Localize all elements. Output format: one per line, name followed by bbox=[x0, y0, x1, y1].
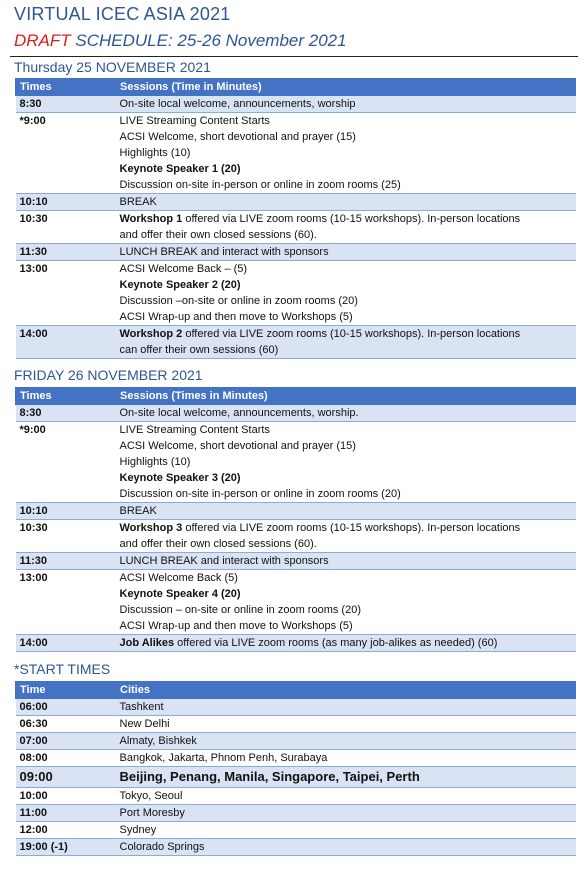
cities-list: New Delhi bbox=[116, 716, 576, 733]
session-time: *9:00 bbox=[16, 422, 116, 503]
sessions-column-header: Sessions (Times in Minutes) bbox=[116, 388, 576, 405]
session-line: and offer their own closed sessions (60). bbox=[119, 229, 317, 241]
table-row bbox=[16, 699, 576, 716]
draft-label: DRAFT bbox=[14, 31, 71, 50]
friday-schedule-table bbox=[15, 387, 576, 652]
keynote-line: Keynote Speaker 4 (20) bbox=[119, 588, 241, 600]
table-row bbox=[16, 422, 576, 503]
sessions-column-header: Sessions (Time in Minutes) bbox=[116, 79, 576, 96]
session-time: 11:30 bbox=[16, 553, 116, 570]
friday-heading: FRIDAY 26 NOVEMBER 2021 bbox=[14, 367, 203, 383]
session-time: 11:30 bbox=[16, 244, 116, 261]
table-row bbox=[16, 261, 576, 326]
table-row bbox=[16, 503, 576, 520]
table-header-row bbox=[16, 682, 576, 699]
start-time: 06:30 bbox=[16, 716, 116, 733]
session-line: can offer their own sessions (60) bbox=[119, 344, 279, 356]
cities-list: Almaty, Bishkek bbox=[116, 733, 576, 750]
cities-list: Port Moresby bbox=[116, 805, 576, 822]
workshop-text: offered via LIVE zoom rooms (as many job-alikes as needed) (60) bbox=[174, 637, 498, 649]
keynote-line: Keynote Speaker 1 (20) bbox=[119, 163, 241, 175]
session-time: 10:10 bbox=[16, 194, 116, 211]
session-details bbox=[116, 422, 576, 503]
table-row bbox=[16, 733, 576, 750]
start-times-body bbox=[16, 699, 576, 856]
start-time: 19:00 (-1) bbox=[16, 839, 116, 856]
table-row bbox=[16, 194, 576, 211]
session-details bbox=[116, 211, 576, 244]
session-line: LIVE Streaming Content Starts bbox=[119, 115, 270, 127]
cities-list: Colorado Springs bbox=[116, 839, 576, 856]
session-time: 8:30 bbox=[16, 405, 116, 422]
table-row bbox=[16, 635, 576, 652]
cities-list: Tashkent bbox=[116, 699, 576, 716]
workshop-text: offered via LIVE zoom rooms (10-15 workshops). In-person locations bbox=[182, 213, 521, 225]
start-time: 07:00 bbox=[16, 733, 116, 750]
times-column-header: Times bbox=[16, 79, 116, 96]
session-line bbox=[120, 211, 572, 227]
keynote-line: Keynote Speaker 2 (20) bbox=[119, 279, 241, 291]
workshop-name: Workshop 1 bbox=[119, 213, 183, 225]
session-line: On-site local welcome, announcements, worship bbox=[119, 98, 356, 110]
session-details bbox=[116, 113, 576, 194]
table-row bbox=[16, 96, 576, 113]
start-time: 09:00 bbox=[16, 767, 116, 788]
keynote-line: Keynote Speaker 3 (20) bbox=[119, 472, 241, 484]
table-row bbox=[16, 520, 576, 553]
session-details bbox=[116, 194, 576, 211]
session-line: Discussion –on-site or online in zoom rooms (20) bbox=[119, 295, 358, 307]
cities-list: Bangkok, Jakarta, Phnom Penh, Surabaya bbox=[116, 750, 576, 767]
session-line: ACSI Wrap-up and then move to Workshops (5) bbox=[119, 620, 353, 632]
table-row bbox=[16, 822, 576, 839]
session-details bbox=[116, 570, 576, 635]
session-line: Highlights (10) bbox=[119, 147, 191, 159]
thursday-heading: Thursday 25 NOVEMBER 2021 bbox=[14, 59, 211, 75]
table-row bbox=[16, 716, 576, 733]
session-time: 13:00 bbox=[16, 570, 116, 635]
workshop-name: Workshop 2 bbox=[119, 328, 183, 340]
cities-column-header: Cities bbox=[116, 682, 576, 699]
session-line bbox=[120, 635, 572, 651]
session-time: 10:10 bbox=[16, 503, 116, 520]
table-row bbox=[16, 405, 576, 422]
session-time: *9:00 bbox=[16, 113, 116, 194]
session-line: Discussion – on-site or online in zoom rooms (20) bbox=[119, 604, 361, 616]
session-line: Discussion on-site in-person or online in zoom rooms (20) bbox=[119, 488, 401, 500]
session-line: BREAK bbox=[119, 505, 157, 517]
table-row bbox=[16, 326, 576, 359]
table-row bbox=[16, 244, 576, 261]
table-row bbox=[16, 211, 576, 244]
start-time: 08:00 bbox=[16, 750, 116, 767]
table-row bbox=[16, 805, 576, 822]
times-column-header: Times bbox=[16, 388, 116, 405]
session-line: LIVE Streaming Content Starts bbox=[119, 424, 270, 436]
session-details bbox=[116, 553, 576, 570]
session-details bbox=[116, 503, 576, 520]
session-line: BREAK bbox=[119, 196, 157, 208]
start-time: 12:00 bbox=[16, 822, 116, 839]
workshop-text: offered via LIVE zoom rooms (10-15 workshops). In-person locations bbox=[182, 522, 521, 534]
session-line: Highlights (10) bbox=[119, 456, 191, 468]
session-line: Discussion on-site in-person or online in zoom rooms (25) bbox=[119, 179, 401, 191]
session-time: 10:30 bbox=[16, 520, 116, 553]
table-row bbox=[16, 113, 576, 194]
session-line: ACSI Welcome, short devotional and prayer (15) bbox=[119, 440, 356, 452]
session-details bbox=[116, 635, 576, 652]
session-line: LUNCH BREAK and interact with sponsors bbox=[119, 555, 329, 567]
session-line: ACSI Welcome Back – (5) bbox=[119, 263, 248, 275]
time-column-header: Time bbox=[16, 682, 116, 699]
start-time: 10:00 bbox=[16, 788, 116, 805]
workshop-name: Job Alikes bbox=[119, 637, 175, 649]
workshop-name: Workshop 3 bbox=[119, 522, 183, 534]
table-row bbox=[16, 750, 576, 767]
table-row bbox=[16, 839, 576, 856]
table-row bbox=[16, 570, 576, 635]
table-header-row bbox=[16, 388, 576, 405]
cities-list: Tokyo, Seoul bbox=[116, 788, 576, 805]
table-row bbox=[16, 788, 576, 805]
session-details bbox=[116, 520, 576, 553]
start-time: 06:00 bbox=[16, 699, 116, 716]
table-header-row bbox=[16, 79, 576, 96]
table-row bbox=[16, 767, 576, 788]
session-details bbox=[116, 244, 576, 261]
start-time: 11:00 bbox=[16, 805, 116, 822]
session-time: 14:00 bbox=[16, 635, 116, 652]
cities-list: Beijing, Penang, Manila, Singapore, Taipei, Perth bbox=[116, 767, 576, 788]
document-subtitle bbox=[14, 31, 347, 51]
session-time: 14:00 bbox=[16, 326, 116, 359]
session-time: 13:00 bbox=[16, 261, 116, 326]
session-line: On-site local welcome, announcements, worship. bbox=[119, 407, 359, 419]
session-line: and offer their own closed sessions (60). bbox=[119, 538, 317, 550]
document-title: VIRTUAL ICEC ASIA 2021 bbox=[14, 4, 231, 24]
session-line: ACSI Welcome, short devotional and prayer (15) bbox=[119, 131, 356, 143]
start-times-heading: *START TIMES bbox=[14, 661, 111, 677]
thursday-schedule-table bbox=[15, 78, 576, 359]
session-line: LUNCH BREAK and interact with sponsors bbox=[119, 246, 329, 258]
session-line: ACSI Wrap-up and then move to Workshops (5) bbox=[119, 311, 353, 323]
session-details bbox=[116, 405, 576, 422]
session-time: 8:30 bbox=[16, 96, 116, 113]
cities-list: Sydney bbox=[116, 822, 576, 839]
session-line: ACSI Welcome Back (5) bbox=[119, 572, 238, 584]
session-time: 10:30 bbox=[16, 211, 116, 244]
table-row bbox=[16, 553, 576, 570]
start-times-table bbox=[15, 681, 576, 856]
workshop-text: offered via LIVE zoom rooms (10-15 workshops). In-person locations bbox=[182, 328, 521, 340]
session-details bbox=[116, 326, 576, 359]
session-line bbox=[120, 326, 572, 342]
session-details bbox=[116, 96, 576, 113]
session-line bbox=[120, 520, 572, 536]
title-divider bbox=[10, 56, 578, 57]
session-details bbox=[116, 261, 576, 326]
schedule-dates: SCHEDULE: 25-26 November 2021 bbox=[70, 31, 347, 50]
